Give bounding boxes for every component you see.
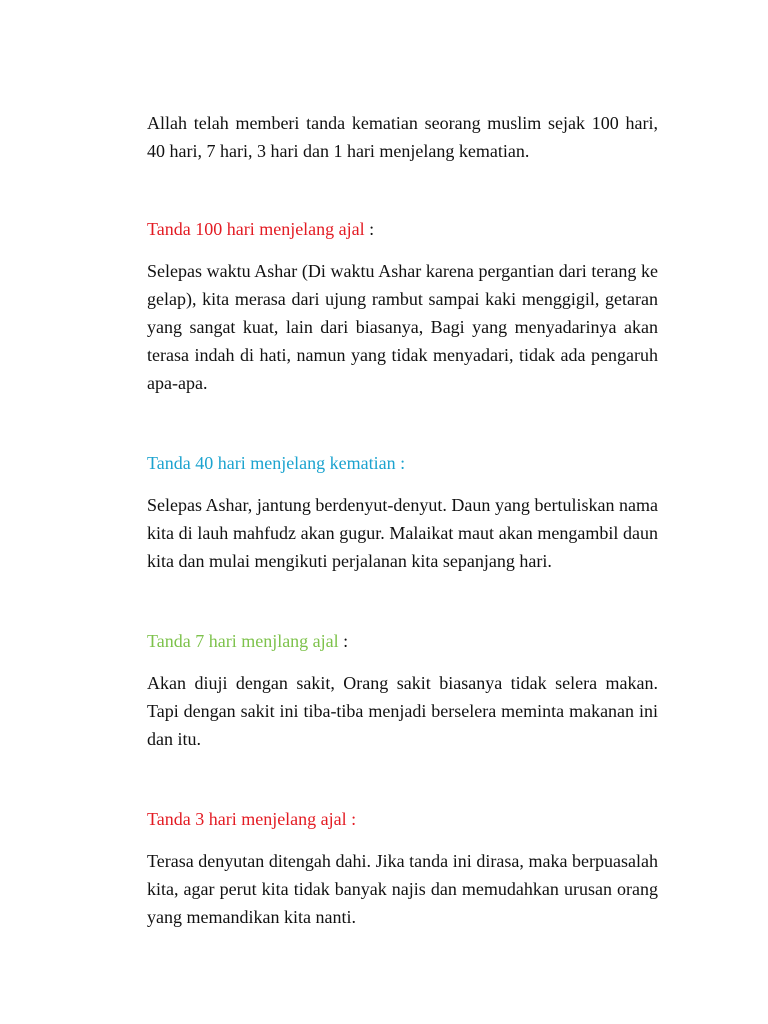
section-heading-text: Tanda 40 hari menjelang kematian : [147,453,406,473]
heading-colon: : [364,219,375,239]
section-heading-text: Tanda 100 hari menjelang ajal [147,219,365,239]
section-body-7-days: Akan diuji dengan sakit, Orang sakit biasanya tidak selera makan. Tapi dengan sakit ini tiba-tiba menjadi berselera meminta makanan ini dan itu. [147,673,658,749]
section-heading-text: Tanda 3 hari menjelang ajal : [147,809,357,829]
heading-colon: : [338,631,349,651]
section-heading-7-days [147,627,658,655]
document-page [147,109,658,931]
section-heading-100-days [147,215,658,243]
intro-paragraph: Allah telah memberi tanda kematian seorang muslim sejak 100 hari, 40 hari, 7 hari, 3 hari dan 1 hari menjelang kematian. [147,113,658,161]
section-body-3-days: Terasa denyutan ditengah dahi. Jika tanda ini dirasa, maka berpuasalah kita, agar perut kita tidak banyak najis dan memudahkan urusan orang yang memandikan kita nanti. [147,851,658,927]
section-heading-40-days [147,449,658,477]
section-body-40-days: Selepas Ashar, jantung berdenyut-denyut. Daun yang bertuliskan nama kita di lauh mahfudz akan gugur. Malaikat maut akan mengambil daun kita dan mulai mengikuti perjalanan kita sepanjang hari. [147,495,658,571]
section-body-100-days: Selepas waktu Ashar (Di waktu Ashar karena pergantian dari terang ke gelap), kita merasa dari ujung rambut sampai kaki menggigil, getaran yang sangat kuat, lain dari biasanya, Bagi yang menyadarinya akan terasa indah di hati, namun yang tidak menyadari, tidak ada pengaruh apa-apa. [147,261,658,393]
section-heading-3-days [147,805,658,833]
section-heading-text: Tanda 7 hari menjlang ajal [147,631,339,651]
